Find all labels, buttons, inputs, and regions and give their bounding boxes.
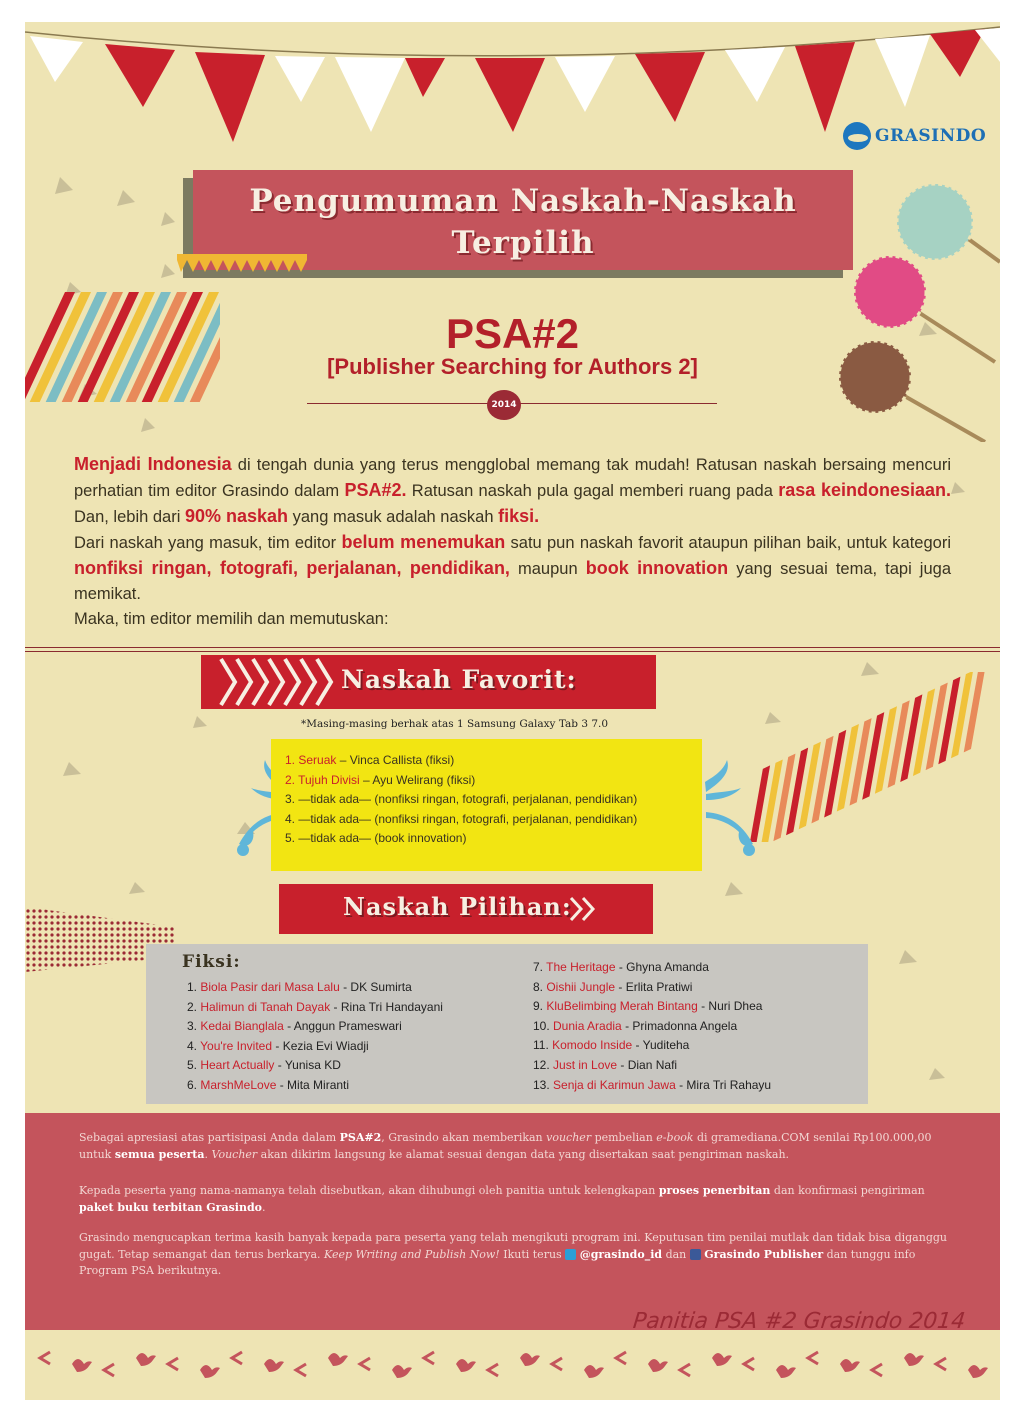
favorit-list [285,751,637,849]
highlight-text: rasa keindonesiaan. [778,480,951,500]
item-title: The Heritage [546,960,616,974]
item-author: - Mira Tri Rahayu [675,1077,772,1092]
splash-decoration-right [701,752,761,862]
pilihan-item [533,978,771,998]
arrow-icon [232,1352,242,1364]
item-title: Kedai Bianglala [200,1019,284,1034]
item-number: 5. [285,831,299,845]
item-number: 2. [187,999,201,1014]
favorit-prize-note: *Masing-masing berhak atas 1 Samsung Galaxy Tab 3 7.0 [301,718,609,730]
favorit-banner [201,655,656,709]
highlight-text: fiksi. [498,506,540,526]
pilihan-item [187,1056,443,1076]
highlight-text: nonfiksi ringan, fotografi, perjalanan, pendidikan, [74,558,510,578]
item-detail: —tidak ada— (nonfiksi ringan, fotografi, perjalanan, pendidikan) [298,811,638,826]
arrow-icon [616,1352,626,1364]
item-number: 4. [285,811,299,826]
poster [25,22,1000,1400]
pilihan-item [187,998,443,1018]
arrow-icon [936,1358,946,1370]
item-number: 1. [285,753,299,767]
page-title [193,180,853,264]
arrow-icon [424,1352,434,1364]
body-text: yang sesuai tema, tapi juga memikat. [74,560,952,603]
birds-decoration [25,1340,1000,1390]
body-text: di tengah dunia yang terus mengglobal memang tak mudah! Ratusan naskah bersaing mencuri perhatian tim editor Grasindo dalam [74,456,951,500]
item-title: Just in Love [553,1057,618,1072]
pilihan-item [187,978,443,998]
intro-paragraph-3: Maka, tim editor memilih dan memutuskan: [74,610,389,628]
item-number: 7. [533,960,547,974]
highlight-text: belum menemukan [341,532,506,552]
item-detail: – Ayu Welirang (fiksi) [359,772,476,787]
item-author: - Anggun Prameswari [283,1019,402,1034]
arrow-icon [744,1358,754,1370]
bird-icon [264,1359,284,1372]
psa-title: PSA#2 [445,310,580,357]
signature: Panitia PSA #2 Grasindo 2014 [631,1309,967,1334]
body-text: Ratusan naskah pula gagal memberi ruang pada [406,482,779,500]
footer-paragraph-2: Kepada peserta yang nama-namanya telah disebutkan, akan dihubungi oleh panitia untuk kelengkapan proses penerbitan dan konfirmasi pengiriman paket buku terbitan Grasindo. [79,1184,925,1214]
item-title: Heart Actually [200,1058,275,1073]
highlight-text: Menjadi Indonesia [74,454,232,474]
bird-icon [456,1359,476,1372]
item-number: 4. [187,1038,201,1053]
stripes-decoration-right [743,672,1000,842]
twitter-handle[interactable]: @grasindo_id [579,1247,663,1261]
intro-paragraph-1 [74,452,951,530]
highlight-text: book innovation [585,558,729,578]
grasindo-logo [843,122,986,150]
bird-icon [584,1365,604,1378]
item-author: - Yuditeha [632,1038,690,1053]
category-label-fiksi: Fiksi: [182,952,241,972]
pilihan-item [533,958,771,978]
pilihan-item [187,1017,443,1037]
bird-icon [328,1353,348,1366]
arrow-icon [296,1364,306,1376]
item-author: - Ghyna Amanda [615,960,709,974]
item-number: 6. [187,1077,201,1092]
favorit-item [285,751,637,771]
item-number: 12. [533,1057,554,1072]
bird-icon [840,1359,860,1372]
pilihan-list-left [187,978,443,1096]
bird-icon [392,1365,412,1378]
item-title: Halimun di Tanah Dayak [200,999,331,1014]
title-line-1: Pengumuman Naskah-Naskah [249,183,797,219]
favorit-item [285,829,637,849]
bird-icon [72,1359,92,1372]
intro-paragraph-2 [74,530,951,607]
bird-icon [712,1353,732,1366]
pilihan-item [533,1056,771,1076]
item-title: KluBelimbing Merah Bintang [546,999,698,1014]
item-author: - Yunisa KD [274,1058,341,1073]
item-title: Tujuh Divisi [298,772,360,787]
pilihan-item [533,1017,771,1037]
facebook-icon [690,1249,701,1260]
body-text: Dari naskah yang masuk, tim editor [74,534,342,552]
section-divider [25,647,1000,652]
pilihan-item [187,1076,443,1096]
item-detail: – Vinca Callista (fiksi) [336,753,455,767]
item-title: Komodo Inside [552,1038,633,1053]
pilihan-item [533,1036,771,1056]
arrow-icon [680,1364,690,1376]
item-number: 1. [187,980,201,994]
title-line-2: Terpilih [451,225,595,261]
item-number: 2. [285,772,299,787]
pilihan-item [187,1037,443,1057]
chevrons-decoration [201,655,351,709]
arrow-icon [808,1352,818,1364]
zigzag-decoration [177,254,307,276]
arrow-icon [872,1364,882,1376]
arrow-icon [552,1358,562,1370]
item-author: - Primadonna Angela [621,1018,738,1033]
highlight-text: 90% naskah [184,506,289,526]
bird-icon [136,1353,156,1366]
item-title: MarshMeLove [200,1077,277,1092]
pilihan-item [533,1076,771,1096]
chevrons-decoration-small [565,894,615,924]
arrow-icon [104,1364,114,1376]
item-title: You're Invited [200,1038,273,1053]
favorit-list-box [271,739,702,871]
item-number: 9. [533,999,547,1014]
intro-text [74,452,951,632]
arrow-icon [168,1358,178,1370]
logo-text: GRASINDO [875,126,987,146]
footer-paragraph-1: Sebagai apresiasi atas partisipasi Anda dalam PSA#2, Grasindo akan memberikan voucher pembelian e-book di gramediana.COM senilai Rp100.000,00 untuk semua peserta. Voucher akan dikirim langsung ke alamat sesuai dengan data yang disertakan saat pengiriman naskah. [79,1131,932,1161]
bird-icon [520,1353,540,1366]
item-title: Oishii Jungle [546,979,616,994]
bird-icon [968,1365,988,1378]
item-author: - Dian Nafi [617,1057,678,1072]
item-detail: —tidak ada— (nonfiksi ringan, fotografi, perjalanan, pendidikan) [298,792,638,806]
item-title: Senja di Karimun Jawa [553,1077,676,1092]
favorit-item [285,771,637,791]
item-number: 3. [285,792,299,806]
favorit-item [285,810,637,830]
item-author: - DK Sumirta [339,980,412,994]
item-author: - Kezia Evi Wiadji [272,1038,369,1053]
pilihan-list-right [533,958,771,1095]
item-title: Seruak [298,753,337,767]
pilihan-list-box [146,944,868,1104]
item-number: 10. [533,1018,554,1033]
item-number: 5. [187,1058,201,1073]
item-author: - Nuri Dhea [697,999,763,1014]
body-text: satu pun naskah favorit ataupun pilihan baik, untuk kategori [505,534,952,552]
item-number: 11. [533,1038,553,1053]
grasindo-logo-icon [843,122,871,150]
highlight-text: PSA#2. [344,480,407,500]
favorit-item [285,790,637,810]
psa-subtitle: [Publisher Searching for Authors 2] [327,354,698,379]
body-text: Dan, lebih dari [74,508,185,526]
item-number: 13. [533,1077,554,1092]
item-number: 8. [533,979,547,994]
twitter-icon [565,1249,576,1260]
arrow-icon [488,1364,498,1376]
bird-icon [904,1353,924,1366]
bird-icon [200,1365,220,1378]
item-detail: —tidak ada— (book innovation) [298,831,467,845]
bird-icon [776,1365,796,1378]
body-text: yang masuk adalah naskah [288,508,499,526]
arrow-icon [360,1358,370,1370]
item-author: - Erlita Pratiwi [615,979,693,994]
item-author: - Rina Tri Handayani [330,999,443,1014]
pilihan-heading: Naskah Pilihan: [343,892,572,921]
item-author: - Mita Miranti [276,1077,350,1092]
favorit-heading: Naskah Favorit: [341,665,577,694]
bird-icon [648,1359,668,1372]
year-badge: 2014 [487,390,521,420]
item-title: Biola Pasir dari Masa Lalu [200,980,340,994]
arrow-icon [40,1352,50,1364]
pilihan-item [533,997,771,1017]
item-number: 3. [187,1019,201,1034]
body-text: maupun [509,560,586,578]
footer-panel [25,1113,1000,1330]
facebook-page[interactable]: Grasindo Publisher [704,1247,824,1261]
footer-paragraph-3: Grasindo mengucapkan terima kasih banyak kepada para peserta yang telah mengikuti program ini. Keputusan tim penilai mutlak dan tidak bisa diganggu gugat. Tetap semangat dan terus berkarya. Keep Writing and Publish Now! Ikuti terus @grasindo_id dan Grasindo Publisher dan tunggu info Program PSA berikutnya. [79,1231,947,1277]
item-title: Dunia Aradia [553,1018,622,1033]
